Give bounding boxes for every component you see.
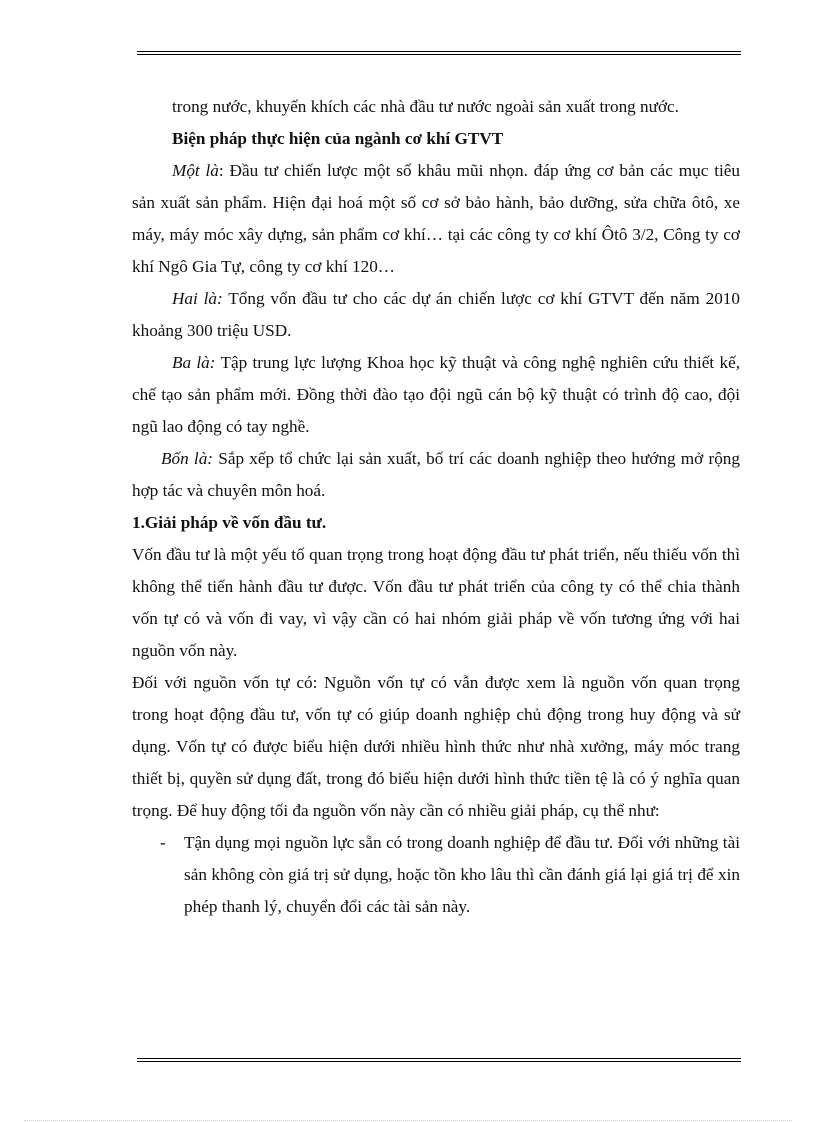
section-heading-capital: 1.Giải pháp về vốn đầu tư. xyxy=(132,513,327,532)
paragraph-continuation: trong nước, khuyến khích các nhà đầu tư nước ngoài sản xuất trong nước. xyxy=(172,97,679,116)
paragraph-mot-la xyxy=(132,155,740,283)
list-item xyxy=(132,827,740,923)
paragraph-hai-la xyxy=(132,283,740,347)
bon-la-label: Bốn là: xyxy=(161,449,214,468)
hai-la-label: Hai là: xyxy=(172,289,223,308)
mot-la-text: : Đầu tư chiến lược một số khâu mũi nhọn. đáp ứng cơ bản các mục tiêu sản xuất sản phẩm. Hiện đại hoá một số cơ sở bảo hành, bảo dưỡng, sửa chữa ôtô, xe máy, máy móc xây dựng, sản phẩm cơ khí… tại các công ty cơ khí Ôtô 3/2, Công ty cơ khí Ngô Gia Tự, công ty cơ khí 120… xyxy=(132,161,740,276)
bullet-dash: - xyxy=(160,833,166,852)
paragraph-ba-la xyxy=(132,347,740,443)
bon-la-text: Sắp xếp tổ chức lại sản xuất, bố trí các doanh nghiệp theo hướng mở rộng hợp tác và chuyên môn hoá. xyxy=(132,449,740,500)
paragraph-bon-la xyxy=(132,443,740,507)
footer-rule xyxy=(137,1058,741,1062)
mot-la-label: Một là xyxy=(172,161,219,180)
paragraph-own-capital: Đối với nguồn vốn tự có: Nguồn vốn tự có vẫn được xem là nguồn vốn quan trọng trong hoạt động đầu tư, vốn tự có giúp doanh nghiệp chủ động trong huy động và sử dụng. Vốn tự có được biểu hiện dưới nhiều hình thức như nhà xưởng, máy móc trang thiết bị, quyền sử dụng đất, trong đó biểu hiện dưới hình thức tiền tệ là có ý nghĩa quan trọng. Để huy động tối đa nguồn vốn này cần có nhiều giải pháp, cụ thể như: xyxy=(132,673,740,820)
ba-la-text: Tập trung lực lượng Khoa học kỹ thuật và công nghệ nghiên cứu thiết kế, chế tạo sản phẩm mới. Đồng thời đào tạo đội ngũ cán bộ kỹ thuật có trình độ cao, đội ngũ lao động có tay nghề. xyxy=(132,353,740,436)
header-rule xyxy=(137,51,741,55)
list-item-text: Tận dụng mọi nguồn lực sẵn có trong doanh nghiệp để đầu tư. Đối với những tài sản không còn giá trị sử dụng, hoặc tồn kho lâu thì cần đánh giá lại giá trị để xin phép thanh lý, chuyển đổi các tài sản này. xyxy=(184,833,740,916)
hai-la-text: Tổng vốn đầu tư cho các dự án chiến lược cơ khí GTVT đến năm 2010 khoảng 300 triệu USD. xyxy=(132,289,740,340)
ba-la-label: Ba là: xyxy=(172,353,216,372)
paragraph-capital-intro: Vốn đầu tư là một yếu tố quan trọng trong hoạt động đầu tư phát triển, nếu thiếu vốn thì không thể tiến hành đầu tư được. Vốn đầu tư phát triển của công ty có thể chia thành vốn tự có và vốn đi vay, vì vậy cần có hai nhóm giải pháp về vốn tương ứng với hai nguồn vốn này. xyxy=(132,545,740,660)
document-body xyxy=(132,91,740,923)
section-heading-measures: Biện pháp thực hiện của ngành cơ khí GTVT xyxy=(172,129,504,148)
page-edge-dotted-line xyxy=(24,1120,792,1121)
